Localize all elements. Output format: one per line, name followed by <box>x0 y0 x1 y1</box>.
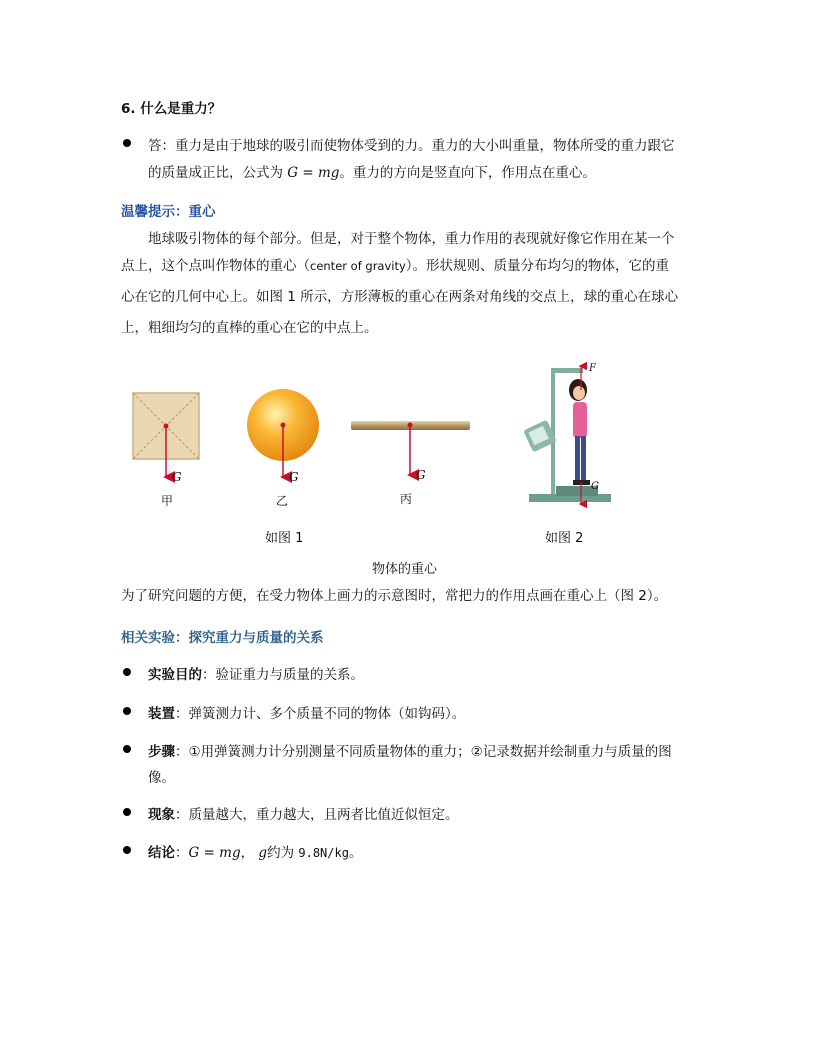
item-label: 实验目的 <box>148 667 202 683</box>
question-heading: 6. 什么是重力？ <box>121 101 222 117</box>
sub-label-b: 乙 <box>276 494 289 508</box>
item-end: 。 <box>348 845 363 861</box>
figure-title: 物体的重心 <box>372 562 438 577</box>
gravity-formula: G = mg <box>287 165 340 181</box>
item-label: 装置 <box>148 706 175 722</box>
item-text: ：验证重力与质量的关系。 <box>202 667 364 683</box>
answer-line-2 <box>148 161 596 181</box>
tip-paragraph-line-3: 心在它的几何中心上。如图 1 所示，方形薄板的重心在两条对角线的交点上，球的重心在球心 <box>121 289 679 305</box>
conclusion-formula: G = mg <box>188 845 241 861</box>
tip-paragraph-line-1: 地球吸引物体的每个部分。但是，对于整个物体，重力作用的表现就好像它作用在某一个 <box>148 231 675 247</box>
bullet <box>123 707 131 715</box>
item-label: 步骤 <box>148 744 175 760</box>
experiment-item-purpose <box>148 663 364 683</box>
g-symbol: g <box>258 845 268 861</box>
bullet <box>123 745 131 753</box>
answer-line-1 <box>148 134 675 154</box>
note-paragraph: 为了研究问题的方便，在受力物体上画力的示意图时，常把力的作用点画在重心上（图 2）。 <box>121 588 668 604</box>
g-label-plate: G <box>172 470 182 484</box>
figure-1-illustration <box>125 385 485 510</box>
answer-label: 答： <box>148 138 175 154</box>
figure-1-caption: 如图 1 <box>265 531 304 546</box>
item-text: ：①用弹簧测力计分别测量不同质量物体的重力；②记录数据并绘制重力与质量的图 <box>175 744 672 760</box>
item-text: ： <box>175 845 189 861</box>
experiment-item-apparatus <box>148 702 465 722</box>
tip-heading: 温馨提示：重心 <box>121 204 216 220</box>
g-label-sphere: G <box>289 470 299 484</box>
item-separator: ， <box>240 845 259 861</box>
figure-2-illustration <box>511 344 630 516</box>
answer-text-2: 的质量成正比，公式为 <box>148 165 288 181</box>
experiment-item-conclusion <box>148 841 362 861</box>
tip-paragraph-line-4: 上，粗细均匀的直棒的重心在它的中点上。 <box>121 320 378 336</box>
f-label: F <box>589 363 596 374</box>
experiment-item-steps-cont: 像。 <box>148 770 175 786</box>
bullet <box>123 668 131 676</box>
tip-english-term: center of gravity <box>310 259 406 273</box>
item-label: 现象 <box>148 807 175 823</box>
experiment-heading: 相关实验：探究重力与质量的关系 <box>121 630 324 646</box>
experiment-item-phenomenon <box>148 803 459 823</box>
item-text: ：弹簧测力计、多个质量不同的物体（如钩码）。 <box>175 706 466 722</box>
item-text-tail: 约为 <box>267 845 299 861</box>
answer-text: 重力是由于地球的吸引而使物体受到的力。重力的大小叫重量，物体所受的重力跟它 <box>175 138 675 154</box>
g-value: 9.8N/kg <box>298 846 349 860</box>
item-text: ：质量越大，重力越大，且两者比值近似恒定。 <box>175 807 459 823</box>
bullet <box>123 808 131 816</box>
tip-text-2: ）。形状规则、质量分布均匀的物体，它的重 <box>405 258 670 274</box>
sub-label-c: 丙 <box>400 492 413 506</box>
bullet <box>123 846 131 854</box>
sub-label-a: 甲 <box>161 494 174 508</box>
figure-2-caption: 如图 2 <box>545 531 584 546</box>
answer-text-3: 。重力的方向是竖直向下，作用点在重心。 <box>339 165 596 181</box>
g-label-person: G <box>591 481 599 492</box>
tip-paragraph-line-2 <box>121 254 669 274</box>
g-label-rod: G <box>416 468 426 482</box>
experiment-item-steps <box>148 740 672 760</box>
item-label: 结论 <box>148 845 175 861</box>
tip-text: 点上，这个点叫作物体的重心（ <box>121 258 310 274</box>
bullet <box>123 139 131 147</box>
square-plate <box>133 393 199 477</box>
sphere <box>247 389 319 477</box>
uniform-rod <box>351 421 470 475</box>
